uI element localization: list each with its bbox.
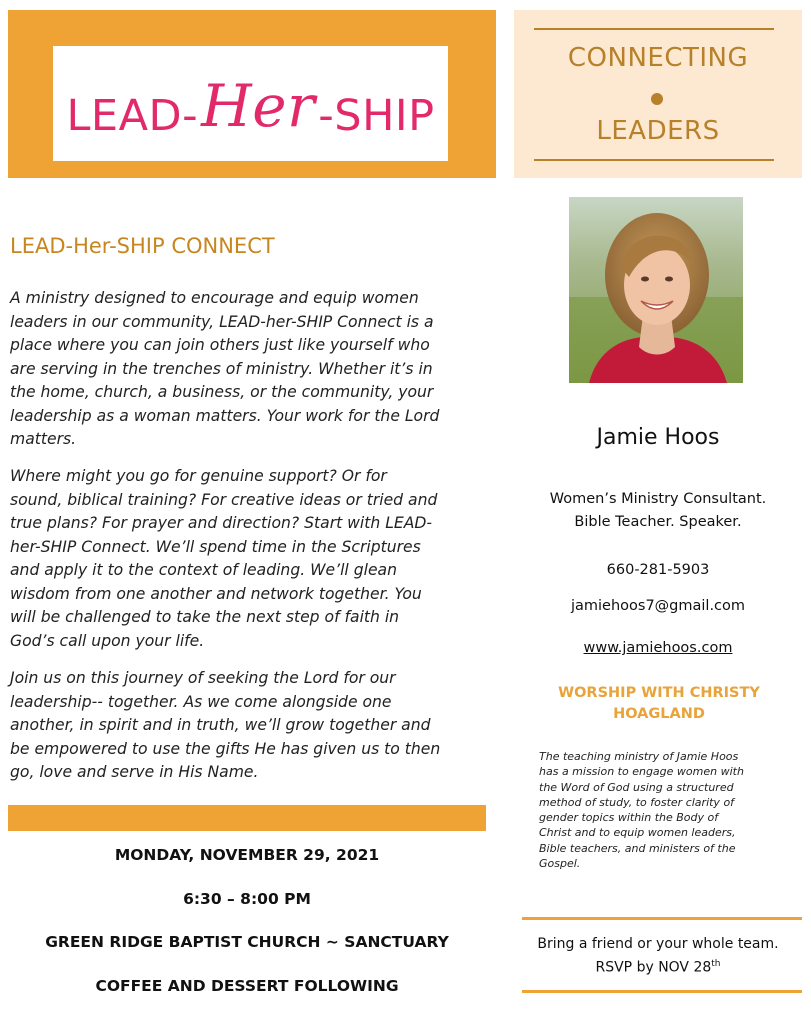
event-date: MONDAY, NOVEMBER 29, 2021 [114,846,380,864]
paragraph-line: the home, church, a business, or the community, your [10,383,434,401]
rsvp-top-rule [522,917,802,920]
paragraph-line: her-SHIP Connect. We’ll spend time in the Scriptures [10,537,421,556]
panel-line-connecting: CONNECTING [567,43,749,73]
paragraph-line: leaders in our community, LEAD-her-SHIP Connect is a [10,312,434,331]
logo [53,72,448,144]
bio-line: method of study, to foster clarity of [539,795,735,809]
rsvp-bottom-rule [522,990,802,993]
bio-line: the Word of God using a structured [539,780,734,794]
paragraph-line: sound, biblical training? For creative ideas or tried and [10,490,438,509]
intro-paragraph [10,287,485,452]
speaker-title-line-2: Bible Teacher. Speaker. [574,514,742,530]
bio-line: Bible teachers, and ministers of the [539,841,736,855]
paragraph-line: will be challenged to take the next step of faith in [10,608,400,626]
rsvp-invite-text: Bring a friend or your whole team. [537,936,779,952]
paragraph-line: Where might you go for genuine support? Or for [10,467,387,485]
rsvp-deadline-text: RSVP by NOV 28 [595,959,712,976]
paragraph-line: wisdom from one another and network together. You [10,584,422,603]
paragraph-line: be empowered to use the gifts He has given us to then [10,739,441,758]
paragraph-line: place where you can join others just like yourself who [10,336,430,354]
rsvp-deadline [514,959,802,976]
paragraph-line: are serving in the trenches of ministry. Whether it’s in [10,359,433,378]
paragraph-line: matters. [10,430,77,448]
bullet-dot-icon [651,93,663,105]
speaker-email[interactable]: jamiehoos7@gmail.com [570,598,746,614]
article-heading: LEAD-Her-SHIP CONNECT [10,234,275,258]
paragraph-line: Join us on this journey of seeking the Lord for our [10,669,396,687]
speaker-photo [569,197,743,383]
bio-line: gender topics within the Body of [539,811,719,825]
bio-line: has a mission to engage women with [539,765,744,779]
rsvp-deadline-suffix: th [711,959,721,969]
paragraph-line: leadership as a woman matters. Your work for the Lord [10,406,440,425]
logo-part-lead: LEAD- [66,91,199,141]
logo-part-ship: -SHIP [318,91,435,141]
paragraph-line: leadership-- together. As we come alongside one [10,692,392,711]
paragraph-line: and apply it to the context of leading. We’ll glean [10,561,397,579]
panel-line-leaders: LEADERS [596,116,720,146]
event-refreshments: COFFEE AND DESSERT FOLLOWING [95,977,399,995]
worship-leader-heading: WORSHIP WITH CHRISTY HOAGLAND [558,685,760,722]
bio-line: Gospel. [539,857,581,871]
section-divider-bar [8,805,486,831]
logo-card [53,46,448,161]
bio-line: Christ and to equip women leaders, [539,826,736,840]
ministry-bio [539,749,771,871]
bio-line: The teaching ministry of Jamie Hoos [539,750,739,763]
event-time: 6:30 – 8:00 PM [183,890,311,908]
invitation-paragraph [10,667,485,785]
panel-bottom-rule [534,159,774,161]
questions-paragraph [10,465,485,653]
paragraph-line: A ministry designed to encourage and equip women [10,289,419,307]
paragraph-line: God’s call upon your life. [10,631,205,650]
speaker-name: Jamie Hoos [596,425,720,450]
logo-part-her: Her [201,72,316,140]
speaker-website-link[interactable]: www.jamiehoos.com [583,640,733,656]
speaker-phone: 660-281-5903 [606,562,710,578]
paragraph-line: another, in spirit and in truth, we’ll grow together and [10,716,431,734]
paragraph-line: go, love and serve in His Name. [10,763,259,781]
speaker-title-line-1: Women’s Ministry Consultant. [549,491,767,507]
panel-top-rule [534,28,774,30]
paragraph-line: true plans? For prayer and direction? Start with LEAD- [10,514,433,532]
connecting-leaders-panel [514,10,802,178]
event-location: GREEN RIDGE BAPTIST CHURCH ~ SANCTUARY [45,933,449,951]
logo-banner [8,10,496,178]
